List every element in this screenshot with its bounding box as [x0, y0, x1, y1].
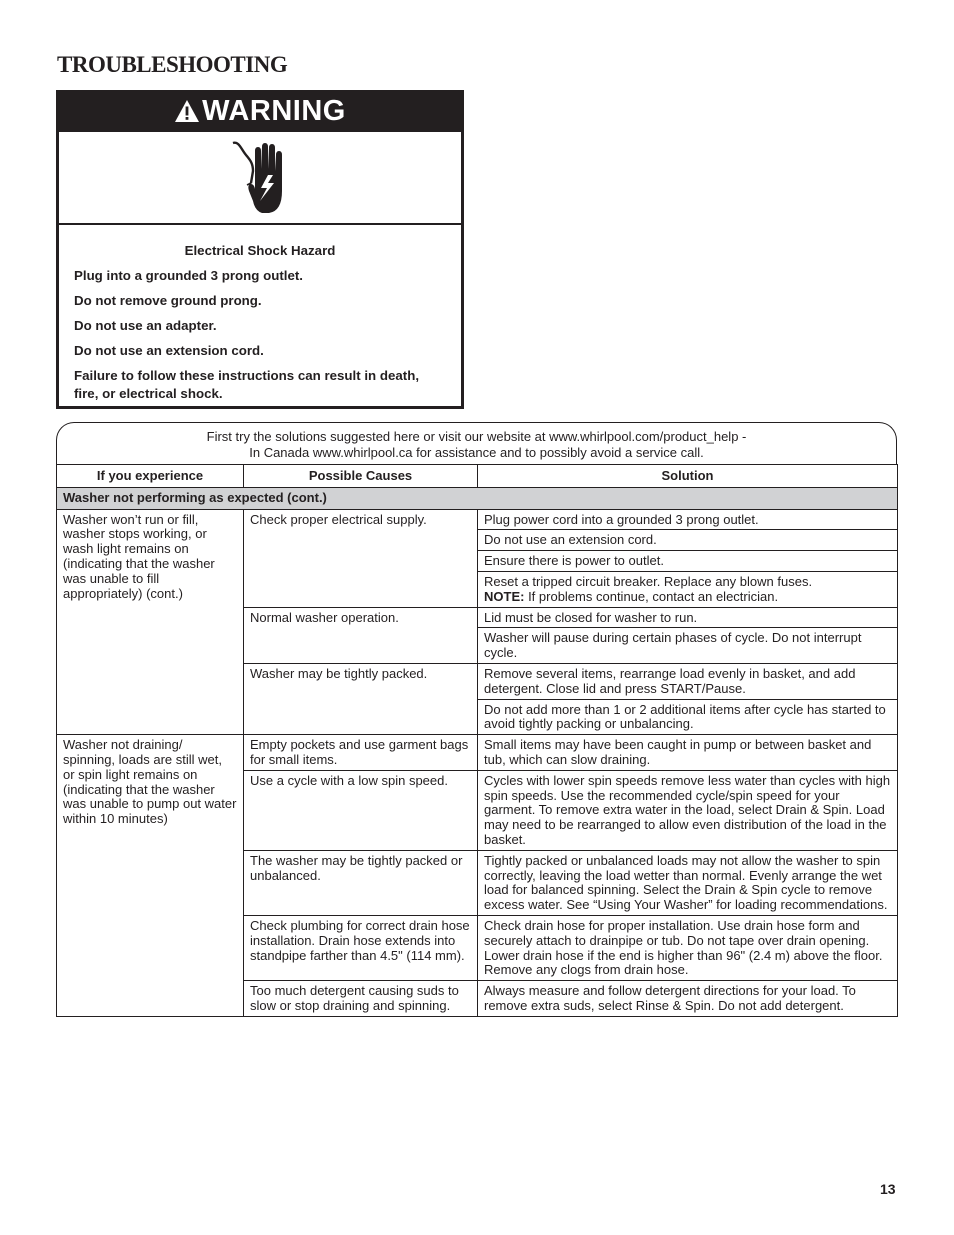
solution-cell: Cycles with lower spin speeds remove less water than cycles with high spin speeds. Use the recommended cycle/spin speed for your garment. To remove extra water in the load, select Drain & Spin. Load may need to be rearranged to allow even distribution of the load in the basket. — [478, 770, 898, 850]
section-title: Washer not performing as expected (cont.) — [57, 487, 898, 509]
warning-line: Plug into a grounded 3 prong outlet. — [74, 268, 303, 283]
solution-cell: Remove several items, rearrange load evenly in basket, and add detergent. Close lid and press START/Pause. — [478, 663, 898, 699]
solution-cell: Small items may have been caught in pump or between basket and tub, which can slow draining. — [478, 735, 898, 771]
solution-cell — [478, 571, 898, 607]
symptom-cell: Washer won’t run or fill, washer stops working, or wash light remains on (indicating that the washer was unable to fill appropriately) (cont.) — [57, 509, 244, 735]
warning-line: Do not use an adapter. — [74, 318, 217, 333]
cause-cell: Too much detergent causing suds to slow or stop draining and spinning. — [244, 981, 478, 1017]
note-text: If problems continue, contact an electrician. — [524, 588, 779, 604]
electrical-shock-hand-icon — [225, 139, 295, 217]
solution-cell: Do not use an extension cord. — [478, 530, 898, 551]
cause-cell: Check proper electrical supply. — [244, 509, 478, 607]
solution-cell: Tightly packed or unbalanced loads may not allow the washer to spin correctly, leaving the load wetter than normal. Evenly arrange the wet load for balanced spinning. Select the Drain & Spin cycle to remove excess water. See “Using Your Washer” for loading recommendations. — [478, 850, 898, 915]
warning-line: Do not use an extension cord. — [74, 343, 264, 358]
shock-icon-area — [59, 132, 461, 225]
solutions-table — [56, 464, 898, 1017]
cause-cell: Normal washer operation. — [244, 607, 478, 663]
warning-triangle-icon — [174, 99, 200, 123]
cause-cell: Use a cycle with a low spin speed. — [244, 770, 478, 850]
intro-line: First try the solutions suggested here or visit our website at www.whirlpool.com/product_help - — [206, 429, 747, 444]
page-number: 13 — [880, 1181, 896, 1197]
warning-line: Failure to follow these instructions can result in death, fire, or electrical shock. — [74, 368, 420, 401]
solution-cell: Do not add more than 1 or 2 additional items after cycle has started to avoid tightly packing or unbalancing. — [478, 699, 898, 735]
solution-cell: Washer will pause during certain phases of cycle. Do not interrupt cycle. — [478, 628, 898, 664]
warning-line: Do not remove ground prong. — [74, 293, 262, 308]
page-title: TROUBLESHOOTING — [57, 52, 288, 77]
header-row — [57, 465, 898, 488]
column-header: Solution — [478, 465, 898, 488]
table-row — [57, 735, 898, 771]
troubleshooting-table — [56, 422, 897, 1017]
symptom-cell: Washer not draining/ spinning, loads are still wet, or spin light remains on (indicating that the washer was unable to pump out water within 10 minutes) — [57, 735, 244, 1017]
cause-cell: Empty pockets and use garment bags for small items. — [244, 735, 478, 771]
hazard-title: Electrical Shock Hazard — [184, 243, 336, 258]
solution-text: Reset a tripped circuit breaker. Replace any blown fuses. — [484, 573, 813, 589]
solution-cell: Lid must be closed for washer to run. — [478, 607, 898, 628]
warning-label: WARNING — [202, 94, 346, 127]
warning-header — [59, 90, 461, 132]
section-row — [57, 487, 898, 509]
note-label: NOTE: — [484, 588, 525, 604]
column-header: If you experience — [57, 465, 244, 488]
intro-text — [56, 422, 897, 464]
solution-cell: Check drain hose for proper installation. Use drain hose form and securely attach to drainpipe or tub. Do not tape over drain opening. Lower drain hose if the end is higher than 96" (2.4 m) above the floor. Remove any clogs from drain hose. — [478, 915, 898, 980]
warning-text — [59, 225, 461, 403]
warning-box — [56, 90, 464, 409]
column-header: Possible Causes — [244, 465, 478, 488]
solution-cell: Ensure there is power to outlet. — [478, 551, 898, 572]
cause-cell: Washer may be tightly packed. — [244, 663, 478, 734]
cause-cell: Check plumbing for correct drain hose installation. Drain hose extends into standpipe farther than 4.5" (114 mm). — [244, 915, 478, 980]
solution-cell: Plug power cord into a grounded 3 prong outlet. — [478, 509, 898, 530]
solution-cell: Always measure and follow detergent directions for your load. To remove extra suds, select Rinse & Spin. Do not add detergent. — [478, 981, 898, 1017]
intro-line: In Canada www.whirlpool.ca for assistance and to possibly avoid a service call. — [249, 445, 704, 460]
cause-cell: The washer may be tightly packed or unbalanced. — [244, 850, 478, 915]
table-row — [57, 509, 898, 530]
